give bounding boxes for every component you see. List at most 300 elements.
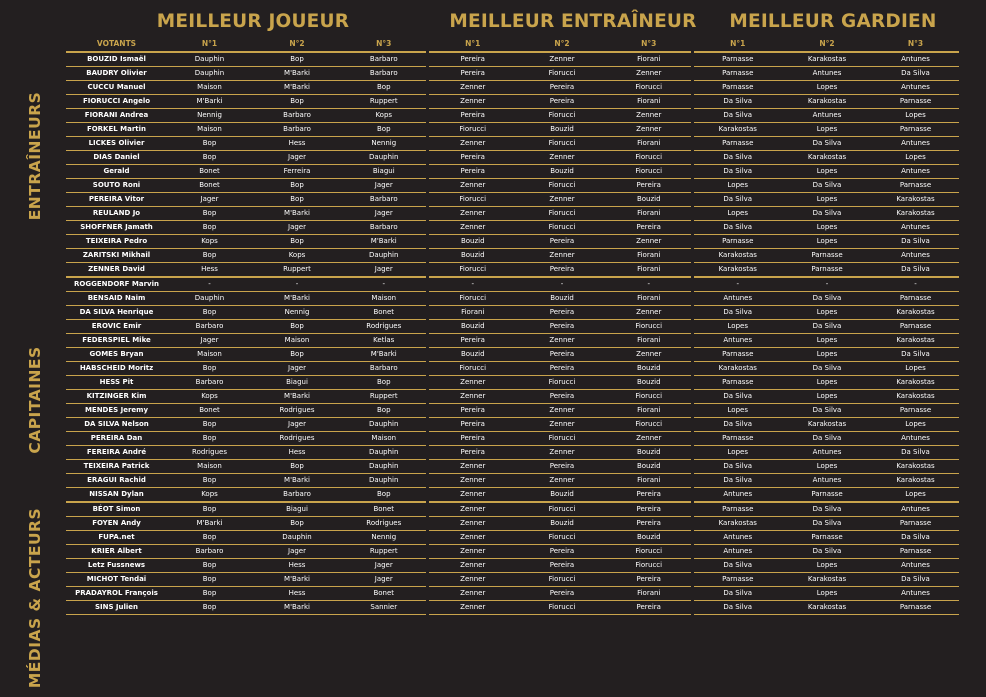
table-row [66, 235, 959, 249]
table-row [66, 165, 959, 179]
goalkeeper-vote-3: Karakostas [872, 474, 959, 488]
voter-name: BAUDRY Olivier [66, 67, 167, 81]
goalkeeper-vote-3: Lopes [872, 362, 959, 376]
voter-name: FUPA.net [66, 531, 167, 545]
coach-vote-1: Pereira [427, 418, 517, 432]
table-row [66, 292, 959, 306]
goalkeeper-vote-2: Lopes [782, 587, 872, 601]
voter-name: DA SILVA Henrique [66, 306, 167, 320]
coach-vote-1: Pereira [427, 67, 517, 81]
coach-vote-2: Fiorucci [517, 109, 607, 123]
goalkeeper-vote-1: Parnasse [692, 348, 782, 362]
player-vote-3: Bop [342, 404, 427, 418]
goalkeeper-vote-1: Karakostas [692, 263, 782, 278]
player-vote-2: Rodrigues [252, 404, 342, 418]
table-row [66, 137, 959, 151]
goalkeeper-vote-2: Lopes [782, 81, 872, 95]
player-vote-2: Jager [252, 151, 342, 165]
voter-name: KITZINGER Kim [66, 390, 167, 404]
goalkeeper-vote-1: Karakostas [692, 517, 782, 531]
player-vote-3: Bop [342, 123, 427, 137]
player-vote-3: Barbaro [342, 52, 427, 67]
table-row [66, 404, 959, 418]
player-vote-1: Maison [167, 460, 252, 474]
coach-vote-2: Fiorucci [517, 601, 607, 615]
coach-vote-3: Fiorucci [607, 545, 692, 559]
column-header-coach-2: N°2 [517, 37, 607, 52]
goalkeeper-vote-3: Antunes [872, 432, 959, 446]
goalkeeper-vote-1: Da Silva [692, 474, 782, 488]
goalkeeper-vote-2: Da Silva [782, 137, 872, 151]
coach-vote-2: Fiorucci [517, 432, 607, 446]
goalkeeper-vote-1: Da Silva [692, 460, 782, 474]
voter-name: DIAS Daniel [66, 151, 167, 165]
player-vote-2: Bop [252, 320, 342, 334]
player-vote-3: Jager [342, 179, 427, 193]
table-row [66, 418, 959, 432]
goalkeeper-vote-3: Parnasse [872, 123, 959, 137]
goalkeeper-vote-2: Lopes [782, 221, 872, 235]
goalkeeper-vote-2: Da Silva [782, 320, 872, 334]
player-vote-2: Kops [252, 249, 342, 263]
coach-vote-1: Zenner [427, 601, 517, 615]
coach-vote-3: Bouzid [607, 460, 692, 474]
goalkeeper-vote-2: Lopes [782, 306, 872, 320]
player-vote-2: M'Barki [252, 573, 342, 587]
goalkeeper-vote-2: Karakostas [782, 418, 872, 432]
player-vote-1: Bonet [167, 165, 252, 179]
coach-vote-2: Pereira [517, 263, 607, 278]
table-row [66, 432, 959, 446]
goalkeeper-vote-3: Karakostas [872, 334, 959, 348]
goalkeeper-vote-2: Lopes [782, 460, 872, 474]
player-vote-3: Maison [342, 292, 427, 306]
column-header-player-2: N°2 [252, 37, 342, 52]
coach-vote-2: Fiorucci [517, 137, 607, 151]
goalkeeper-vote-3: Karakostas [872, 193, 959, 207]
voter-name: ROGGENDORF Marvin [66, 277, 167, 292]
goalkeeper-vote-3: Da Silva [872, 263, 959, 278]
coach-vote-1: Zenner [427, 179, 517, 193]
goalkeeper-vote-1: Lopes [692, 320, 782, 334]
column-header-voters: VOTANTS [66, 37, 167, 52]
coach-vote-2: Zenner [517, 334, 607, 348]
coach-vote-1: Zenner [427, 95, 517, 109]
goalkeeper-vote-3: Da Silva [872, 531, 959, 545]
player-vote-1: Bop [167, 137, 252, 151]
category-header-best-player: MEILLEUR JOUEUR [156, 11, 350, 32]
player-vote-3: Dauphin [342, 474, 427, 488]
voter-name: BOUZID Ismaël [66, 52, 167, 67]
table-row [66, 67, 959, 81]
player-vote-3: Rodrigues [342, 320, 427, 334]
coach-vote-1: Zenner [427, 81, 517, 95]
coach-vote-3: Pereira [607, 488, 692, 503]
goalkeeper-vote-3: Antunes [872, 52, 959, 67]
coach-vote-2: Bouzid [517, 488, 607, 503]
goalkeeper-vote-2: Lopes [782, 390, 872, 404]
goalkeeper-vote-1: Da Silva [692, 601, 782, 615]
voter-name: SINS Julien [66, 601, 167, 615]
player-vote-1: Bop [167, 306, 252, 320]
table-row [66, 151, 959, 165]
coach-vote-3: Bouzid [607, 376, 692, 390]
player-vote-3: M'Barki [342, 235, 427, 249]
goalkeeper-vote-3: Da Silva [872, 573, 959, 587]
player-vote-3: Bop [342, 488, 427, 503]
goalkeeper-vote-3: Parnasse [872, 320, 959, 334]
player-vote-3: Ketlas [342, 334, 427, 348]
voter-name: BENSAID Naim [66, 292, 167, 306]
player-vote-1: - [167, 277, 252, 292]
player-vote-2: Bop [252, 235, 342, 249]
goalkeeper-vote-3: Antunes [872, 587, 959, 601]
table-row [66, 376, 959, 390]
coach-vote-1: Fiorucci [427, 292, 517, 306]
goalkeeper-vote-3: Parnasse [872, 95, 959, 109]
voter-name: DA SILVA Nelson [66, 418, 167, 432]
table-row [66, 263, 959, 278]
player-vote-3: Barbaro [342, 362, 427, 376]
coach-vote-1: Zenner [427, 531, 517, 545]
goalkeeper-vote-1: Lopes [692, 404, 782, 418]
category-header-best-coach: MEILLEUR ENTRAÎNEUR [449, 11, 697, 32]
player-vote-1: Rodrigues [167, 446, 252, 460]
coach-vote-1: Fiorucci [427, 263, 517, 278]
coach-vote-2: Fiorucci [517, 531, 607, 545]
player-vote-2: M'Barki [252, 601, 342, 615]
player-vote-2: M'Barki [252, 390, 342, 404]
player-vote-3: Jager [342, 559, 427, 573]
goalkeeper-vote-1: Antunes [692, 545, 782, 559]
player-vote-1: Bop [167, 362, 252, 376]
coach-vote-3: Fiorani [607, 52, 692, 67]
coach-vote-1: Pereira [427, 432, 517, 446]
goalkeeper-vote-2: Antunes [782, 446, 872, 460]
table-row [66, 362, 959, 376]
column-header-coach-3: N°3 [607, 37, 692, 52]
coach-vote-2: Pereira [517, 559, 607, 573]
coach-vote-3: Fiorucci [607, 559, 692, 573]
goalkeeper-vote-2: Antunes [782, 474, 872, 488]
player-vote-2: Barbaro [252, 109, 342, 123]
goalkeeper-vote-3: Karakostas [872, 376, 959, 390]
column-header-coach-1: N°1 [427, 37, 517, 52]
goalkeeper-vote-3: Lopes [872, 109, 959, 123]
coach-vote-2: Zenner [517, 249, 607, 263]
coach-vote-2: Fiorucci [517, 179, 607, 193]
player-vote-1: Bonet [167, 179, 252, 193]
player-vote-2: Ferreira [252, 165, 342, 179]
coach-vote-3: Fiorani [607, 249, 692, 263]
voter-name: ERAGUI Rachid [66, 474, 167, 488]
player-vote-1: Dauphin [167, 292, 252, 306]
goalkeeper-vote-2: Da Silva [782, 517, 872, 531]
coach-vote-2: Zenner [517, 193, 607, 207]
player-vote-2: Hess [252, 446, 342, 460]
player-vote-2: Barbaro [252, 123, 342, 137]
section-label-media: MÉDIAS & ACTEURS [26, 507, 44, 689]
goalkeeper-vote-1: Lopes [692, 446, 782, 460]
table-row [66, 587, 959, 601]
coach-vote-1: Zenner [427, 502, 517, 517]
coach-vote-1: Bouzid [427, 235, 517, 249]
goalkeeper-vote-2: - [782, 277, 872, 292]
table-row [66, 488, 959, 503]
goalkeeper-vote-1: Parnasse [692, 52, 782, 67]
voter-name: FOYEN Andy [66, 517, 167, 531]
goalkeeper-vote-3: Lopes [872, 488, 959, 503]
goalkeeper-vote-1: Parnasse [692, 137, 782, 151]
coach-vote-1: Zenner [427, 545, 517, 559]
coach-vote-3: Fiorani [607, 137, 692, 151]
player-vote-3: Barbaro [342, 67, 427, 81]
voter-name: GOMES Bryan [66, 348, 167, 362]
goalkeeper-vote-3: Karakostas [872, 390, 959, 404]
goalkeeper-vote-3: Parnasse [872, 179, 959, 193]
coach-vote-3: Fiorucci [607, 165, 692, 179]
player-vote-3: Jager [342, 207, 427, 221]
coach-vote-3: Zenner [607, 348, 692, 362]
goalkeeper-vote-1: Parnasse [692, 235, 782, 249]
player-vote-2: Bop [252, 517, 342, 531]
player-vote-3: Sannier [342, 601, 427, 615]
player-vote-2: Hess [252, 137, 342, 151]
player-vote-2: Rodrigues [252, 432, 342, 446]
coach-vote-3: Bouzid [607, 193, 692, 207]
goalkeeper-vote-2: Karakostas [782, 52, 872, 67]
player-vote-1: Jager [167, 334, 252, 348]
goalkeeper-vote-3: Lopes [872, 418, 959, 432]
coach-vote-2: Fiorucci [517, 376, 607, 390]
column-header-player-3: N°3 [342, 37, 427, 52]
player-vote-3: Dauphin [342, 460, 427, 474]
voter-name: LICKES Olivier [66, 137, 167, 151]
goalkeeper-vote-2: Lopes [782, 348, 872, 362]
coach-vote-2: Fiorucci [517, 207, 607, 221]
coach-vote-3: Bouzid [607, 362, 692, 376]
coach-vote-1: - [427, 277, 517, 292]
section-label-captains: CAPITAINES [26, 346, 44, 454]
coach-vote-3: Fiorucci [607, 390, 692, 404]
coach-vote-2: - [517, 277, 607, 292]
goalkeeper-vote-2: Lopes [782, 334, 872, 348]
coach-vote-3: Bouzid [607, 531, 692, 545]
table-row [66, 502, 959, 517]
coach-vote-1: Zenner [427, 207, 517, 221]
voter-name: Gerald [66, 165, 167, 179]
goalkeeper-vote-2: Parnasse [782, 531, 872, 545]
coach-vote-2: Pereira [517, 587, 607, 601]
player-vote-1: Bop [167, 502, 252, 517]
coach-vote-2: Pereira [517, 95, 607, 109]
coach-vote-2: Zenner [517, 418, 607, 432]
goalkeeper-vote-3: Parnasse [872, 517, 959, 531]
coach-vote-2: Zenner [517, 446, 607, 460]
table-row [66, 390, 959, 404]
player-vote-1: Dauphin [167, 52, 252, 67]
coach-vote-3: Zenner [607, 123, 692, 137]
player-vote-1: M'Barki [167, 517, 252, 531]
goalkeeper-vote-2: Parnasse [782, 488, 872, 503]
voter-name: BÉOT Simon [66, 502, 167, 517]
coach-vote-3: Pereira [607, 179, 692, 193]
coach-vote-1: Zenner [427, 559, 517, 573]
goalkeeper-vote-2: Karakostas [782, 95, 872, 109]
voter-name: SHOFFNER Jamath [66, 221, 167, 235]
voter-name: EROVIC Emir [66, 320, 167, 334]
coach-vote-2: Pereira [517, 348, 607, 362]
coach-vote-1: Fiorucci [427, 362, 517, 376]
goalkeeper-vote-3: Da Silva [872, 67, 959, 81]
player-vote-3: M'Barki [342, 348, 427, 362]
voter-name: FIORANI Andrea [66, 109, 167, 123]
coach-vote-2: Pereira [517, 306, 607, 320]
coach-vote-3: Bouzid [607, 446, 692, 460]
goalkeeper-vote-2: Lopes [782, 559, 872, 573]
table-row [66, 95, 959, 109]
goalkeeper-vote-1: Da Silva [692, 109, 782, 123]
table-row [66, 320, 959, 334]
coach-vote-1: Fiorani [427, 306, 517, 320]
coach-vote-1: Pereira [427, 446, 517, 460]
player-vote-1: Dauphin [167, 67, 252, 81]
player-vote-1: Barbaro [167, 320, 252, 334]
goalkeeper-vote-3: Karakostas [872, 207, 959, 221]
coach-vote-3: Zenner [607, 306, 692, 320]
voter-name: Letz Fussnews [66, 559, 167, 573]
goalkeeper-vote-3: Parnasse [872, 404, 959, 418]
coach-vote-2: Zenner [517, 404, 607, 418]
table-row [66, 601, 959, 615]
goalkeeper-vote-1: Antunes [692, 292, 782, 306]
player-vote-1: Kops [167, 235, 252, 249]
voter-name: FIORUCCI Angelo [66, 95, 167, 109]
player-vote-3: Bonet [342, 306, 427, 320]
coach-vote-3: Fiorani [607, 474, 692, 488]
goalkeeper-vote-2: Karakostas [782, 573, 872, 587]
coach-vote-1: Fiorucci [427, 193, 517, 207]
goalkeeper-vote-3: Antunes [872, 249, 959, 263]
coach-vote-3: Fiorani [607, 334, 692, 348]
player-vote-1: Bop [167, 601, 252, 615]
table-row [66, 474, 959, 488]
player-vote-2: Jager [252, 418, 342, 432]
coach-vote-3: Zenner [607, 109, 692, 123]
coach-vote-2: Bouzid [517, 165, 607, 179]
goalkeeper-vote-3: Parnasse [872, 292, 959, 306]
player-vote-3: Dauphin [342, 446, 427, 460]
player-vote-2: M'Barki [252, 67, 342, 81]
coach-vote-2: Fiorucci [517, 502, 607, 517]
coach-vote-1: Zenner [427, 474, 517, 488]
goalkeeper-vote-3: Antunes [872, 137, 959, 151]
goalkeeper-vote-2: Parnasse [782, 249, 872, 263]
coach-vote-1: Zenner [427, 376, 517, 390]
table-row [66, 348, 959, 362]
coach-vote-1: Pereira [427, 404, 517, 418]
table-row [66, 306, 959, 320]
player-vote-1: Bop [167, 207, 252, 221]
voter-name: HABSCHEID Moritz [66, 362, 167, 376]
coach-vote-1: Fiorucci [427, 123, 517, 137]
goalkeeper-vote-1: Parnasse [692, 432, 782, 446]
coach-vote-2: Pereira [517, 460, 607, 474]
player-vote-1: Maison [167, 123, 252, 137]
table-row [66, 559, 959, 573]
goalkeeper-vote-2: Parnasse [782, 263, 872, 278]
player-vote-2: Bop [252, 348, 342, 362]
player-vote-2: Biagui [252, 502, 342, 517]
goalkeeper-vote-1: Karakostas [692, 249, 782, 263]
goalkeeper-vote-1: Da Silva [692, 193, 782, 207]
voter-name: CUCCU Manuel [66, 81, 167, 95]
voter-name: PEREIRA Vitor [66, 193, 167, 207]
player-vote-1: Bop [167, 418, 252, 432]
goalkeeper-vote-1: Da Silva [692, 151, 782, 165]
player-vote-3: Bop [342, 81, 427, 95]
coach-vote-1: Bouzid [427, 249, 517, 263]
player-vote-2: Dauphin [252, 531, 342, 545]
table-row [66, 545, 959, 559]
player-vote-2: Maison [252, 334, 342, 348]
coach-vote-3: Fiorucci [607, 418, 692, 432]
player-vote-3: Rodrigues [342, 517, 427, 531]
player-vote-3: Ruppert [342, 390, 427, 404]
player-vote-2: Ruppert [252, 263, 342, 278]
player-vote-3: Biagui [342, 165, 427, 179]
player-vote-3: Jager [342, 573, 427, 587]
goalkeeper-vote-2: Lopes [782, 165, 872, 179]
coach-vote-3: Pereira [607, 517, 692, 531]
goalkeeper-vote-2: Karakostas [782, 601, 872, 615]
player-vote-2: Barbaro [252, 488, 342, 503]
coach-vote-1: Pereira [427, 109, 517, 123]
coach-vote-3: Zenner [607, 235, 692, 249]
coach-vote-2: Pereira [517, 545, 607, 559]
player-vote-2: Bop [252, 52, 342, 67]
votes-table [66, 37, 959, 615]
coach-vote-2: Fiorucci [517, 573, 607, 587]
voter-name: TEIXEIRA Patrick [66, 460, 167, 474]
goalkeeper-vote-1: Parnasse [692, 573, 782, 587]
player-vote-3: - [342, 277, 427, 292]
player-vote-1: Bop [167, 587, 252, 601]
coach-vote-3: Zenner [607, 432, 692, 446]
table-row [66, 81, 959, 95]
player-vote-1: M'Barki [167, 95, 252, 109]
voter-name: ZENNER David [66, 263, 167, 278]
player-vote-3: Barbaro [342, 193, 427, 207]
coach-vote-1: Zenner [427, 587, 517, 601]
coach-vote-2: Pereira [517, 390, 607, 404]
table-header-row [66, 37, 959, 52]
voter-name: TEIXEIRA Pedro [66, 235, 167, 249]
coach-vote-1: Pereira [427, 165, 517, 179]
coach-vote-3: Pereira [607, 502, 692, 517]
goalkeeper-vote-1: Da Silva [692, 221, 782, 235]
goalkeeper-vote-1: Da Silva [692, 306, 782, 320]
voter-name: NISSAN Dylan [66, 488, 167, 503]
coach-vote-3: Fiorucci [607, 320, 692, 334]
goalkeeper-vote-2: Da Silva [782, 545, 872, 559]
player-vote-1: Hess [167, 263, 252, 278]
coach-vote-1: Pereira [427, 151, 517, 165]
coach-vote-3: Fiorani [607, 292, 692, 306]
voter-name: PRADAYROL François [66, 587, 167, 601]
voter-name: MENDES Jeremy [66, 404, 167, 418]
player-vote-1: Bonet [167, 404, 252, 418]
